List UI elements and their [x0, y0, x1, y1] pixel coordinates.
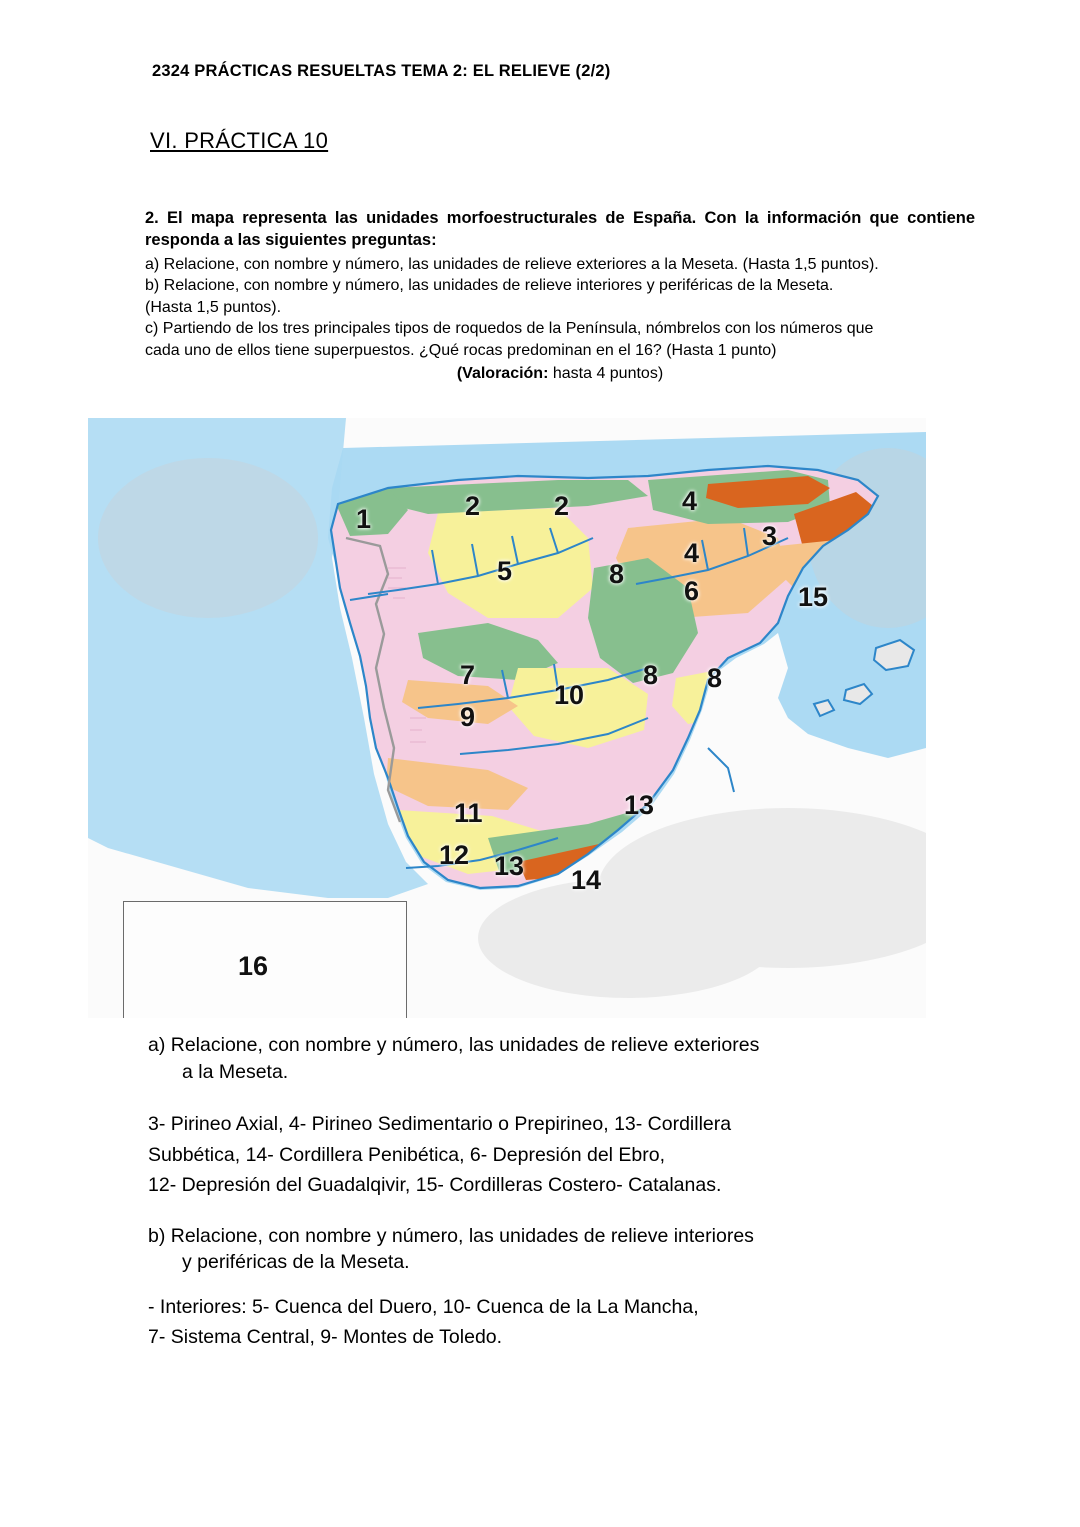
question-b-line2: (Hasta 1,5 puntos). [145, 298, 282, 316]
spacer-1 [148, 1091, 958, 1111]
map-label-9: 9 [460, 702, 476, 732]
answer-a-text-line3: 12- Depresión del Guadalqivir, 15- Cordilleras Costero- Catalanas. [148, 1174, 722, 1197]
answer-b-label-line1: b) Relacione, con nombre y número, las unidades de relieve interiores [148, 1224, 754, 1247]
map-label-4: 4 [682, 486, 698, 516]
map-label-4: 4 [684, 538, 700, 568]
map-label-16: 16 [238, 951, 269, 981]
spacer-3 [148, 1282, 958, 1294]
page-header-title: 2324 PRÁCTICAS RESUELTAS TEMA 2: EL RELIEVE (2/2) [152, 62, 611, 80]
map-label-11: 11 [454, 798, 483, 828]
map-label-8: 8 [643, 660, 659, 690]
answer-a-text-line2: Subbética, 14- Cordillera Penibética, 6- Depresión del Ebro, [148, 1143, 666, 1166]
map-label-8: 8 [609, 559, 625, 589]
question-c-line2: cada uno de ellos tiene superpuestos. ¿Qué rocas predominan en el 16? (Hasta 1 punto) [145, 341, 777, 359]
map-label-2: 2 [465, 491, 481, 521]
map-label-15: 15 [798, 582, 829, 612]
map-label-12: 12 [439, 840, 470, 870]
valoracion-line [145, 363, 975, 385]
answer-a-label [148, 1032, 958, 1085]
answers-block [148, 1032, 958, 1355]
map-label-14: 14 [571, 865, 602, 895]
question-block [145, 207, 975, 401]
map-label-5: 5 [497, 556, 513, 586]
answer-a-text-line1: 3- Pirineo Axial, 4- Pirineo Sedimentario o Prepirineo, 13- Cordillera [148, 1113, 732, 1136]
map-label-2: 2 [554, 491, 570, 521]
map-figure-morphostructural-units [88, 418, 926, 1018]
map-label-7: 7 [460, 660, 476, 690]
answer-b-text-line2: 7- Sistema Central, 9- Montes de Toledo. [148, 1326, 503, 1349]
section-heading: VI. PRÁCTICA 10 [150, 128, 329, 153]
map-label-10: 10 [554, 680, 585, 710]
map-label-8: 8 [707, 663, 723, 693]
question-b-line1: b) Relacione, con nombre y número, las unidades de relieve interiores y periféricas de la Meseta. [145, 277, 834, 295]
map-label-6: 6 [684, 576, 700, 606]
answer-a-label-line1: a) Relacione, con nombre y número, las unidades de relieve exteriores [148, 1034, 760, 1056]
answer-a-label-line2: a la Meseta. [182, 1060, 289, 1083]
map-label-1: 1 [356, 504, 372, 534]
spacer-2 [148, 1203, 958, 1223]
question-intro: 2. El mapa representa las unidades morfoestructurales de España. Con la información que contiene responda a las siguientes preguntas: [145, 209, 975, 250]
answer-b-label [148, 1223, 958, 1276]
map-label-3: 3 [762, 521, 778, 551]
question-a: a) Relacione, con nombre y número, las unidades de relieve exteriores a la Meseta. (Hasta 1,5 puntos). [145, 255, 879, 273]
valoracion-rest: hasta 4 puntos) [548, 365, 664, 383]
answer-b-label-line2: y periféricas de la Meseta. [182, 1251, 410, 1274]
map-label-13: 13 [494, 851, 525, 881]
map-label-13: 13 [624, 790, 655, 820]
question-c-line1: c) Partiendo de los tres principales tipos de roquedos de la Península, nómbrelos con los números que [145, 320, 874, 338]
answer-b-text-line1: - Interiores: 5- Cuenca del Duero, 10- Cuenca de la La Mancha, [148, 1295, 699, 1318]
valoracion-bold: (Valoración: [456, 365, 549, 383]
